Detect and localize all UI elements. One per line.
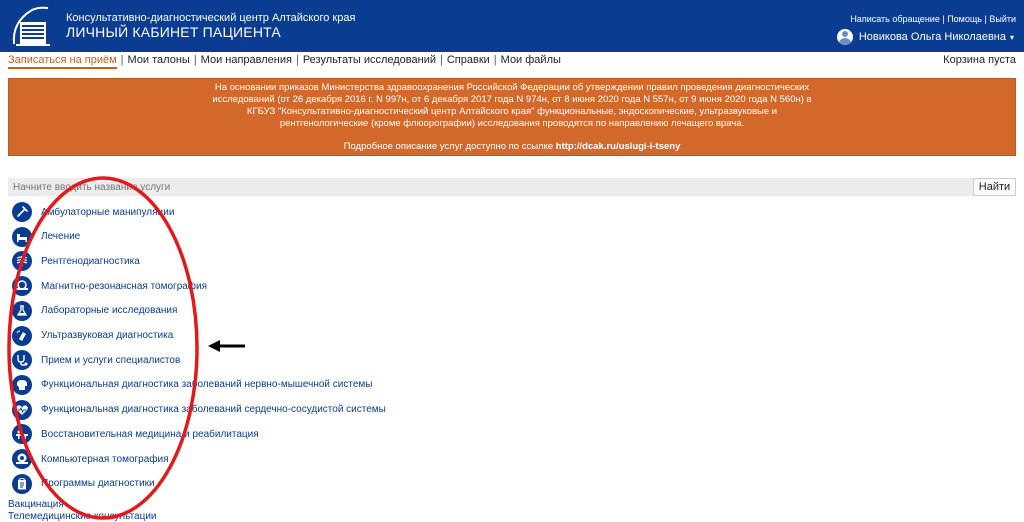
top-links [850,14,1016,24]
notice-line: На основании приказов Министерства здравоохранения Российской Федерации об утверждении правил проведения диагностических [214,82,810,93]
notice-detail-text: Подробное описание услуг доступно по ссылке [343,141,554,152]
nav-sep: | [120,54,124,66]
service-label: Ультразвуковая диагностика [41,330,174,341]
nav-item-tickets[interactable]: Мои талоны [127,54,190,66]
user-menu[interactable] [837,28,1014,46]
logout-link[interactable]: Выйти [989,14,1016,24]
service-label: Прием и услуги специалистов [41,354,181,366]
syringe-icon [12,202,32,222]
user-name: Новикова Ольга Николаевна [858,31,1006,43]
top-links-sep: | [942,14,945,24]
service-item[interactable] [12,227,80,247]
service-item[interactable] [12,251,140,271]
clipboard-icon [12,474,32,494]
services-link[interactable]: http://dcak.ru/uslugi-i-tseny [555,141,681,152]
nav-sep: | [193,54,197,66]
service-label: Функциональная диагностика заболеваний сердечно-сосудистой системы [41,404,386,416]
ribcage-icon [12,251,32,271]
service-label: Компьютерная томография [41,453,169,465]
service-label: Магнитно-резонансная томография [41,280,208,292]
head-brain-icon [12,375,32,395]
service-item[interactable] [12,474,155,494]
main-nav [8,54,1016,68]
stethoscope-icon [12,350,32,370]
ultrasound-probe-icon [12,326,32,346]
top-links-sep: | [984,14,987,24]
write-appeal-link[interactable]: Написать обращение [850,14,940,24]
arrow-annotation-head [208,340,220,352]
nav-item-files[interactable]: Мои файлы [500,54,561,66]
heart-pulse-icon [12,400,32,420]
user-avatar-icon [837,29,853,45]
telemedicine-link[interactable]: Телемедицинские консультации [8,511,157,522]
search-button[interactable]: Найти [973,178,1016,196]
service-item[interactable] [12,375,372,395]
service-item[interactable] [12,424,259,444]
notice-detail [9,141,1015,153]
notice-line: исследований (от 26 декабря 2016 г. N 997н, от 6 декабря 2017 года N 974н, от 8 июня 2020 года N 557н, от 9 июня 2020 года N 560н) в [212,94,812,105]
app-header [0,0,1024,52]
nav-sep: | [440,54,443,66]
service-label: Функциональная диагностика заболеваний нервно-мышечной системы [41,379,373,391]
service-item[interactable] [12,276,207,296]
service-label: Рентгенодиагностика [41,255,140,267]
service-label: Лечение [41,231,81,243]
org-name: Консультативно-диагностический центр Алтайского края [66,12,356,24]
service-item[interactable] [12,449,169,469]
nav-item-referrals[interactable]: Мои направления [200,54,292,66]
service-item[interactable] [12,400,386,420]
notice-line: рентгенологические (кроме флюорографии) исследования проводятся по направлению лечащего врача. [279,118,745,129]
help-link[interactable]: Помощь [947,14,982,24]
service-item[interactable] [12,350,180,370]
nav-item-results[interactable]: Результаты исследований [302,54,436,66]
bed-icon [12,227,32,247]
treatment-table-icon [12,424,32,444]
cart-status[interactable]: Корзина пуста [943,54,1016,66]
cabinet-title: ЛИЧНЫЙ КАБИНЕТ ПАЦИЕНТА [66,24,281,40]
nav-item-certificates[interactable]: Справки [446,54,490,66]
caret-down-icon: ▾ [1009,32,1014,42]
notice-banner [8,78,1016,156]
service-label: Восстановительная медицина и реабилитация [41,428,259,440]
service-item[interactable] [12,326,173,346]
nav-item-book[interactable]: Записаться на приём [8,54,117,69]
service-label: Программы диагностики [41,478,155,490]
nav-sep: | [295,54,299,66]
notice-line: КГБУЗ "Консультативно-диагностический центр Алтайского края" функциональные, эндоскопические, ультразвуковые и [246,106,778,117]
ct-scanner-icon [12,449,32,469]
building-logo-icon[interactable] [8,4,56,48]
service-item[interactable] [12,202,174,222]
service-item[interactable] [12,301,177,321]
search-input[interactable] [8,178,974,196]
service-label: Лабораторные исследования [41,305,178,317]
service-search [8,178,1016,196]
vaccination-link[interactable]: Вакцинация [8,499,64,510]
service-label: Амбулаторные манипуляции [41,206,175,218]
flask-icon [12,301,32,321]
nav-sep: | [493,54,497,66]
mri-scanner-icon [12,276,32,296]
